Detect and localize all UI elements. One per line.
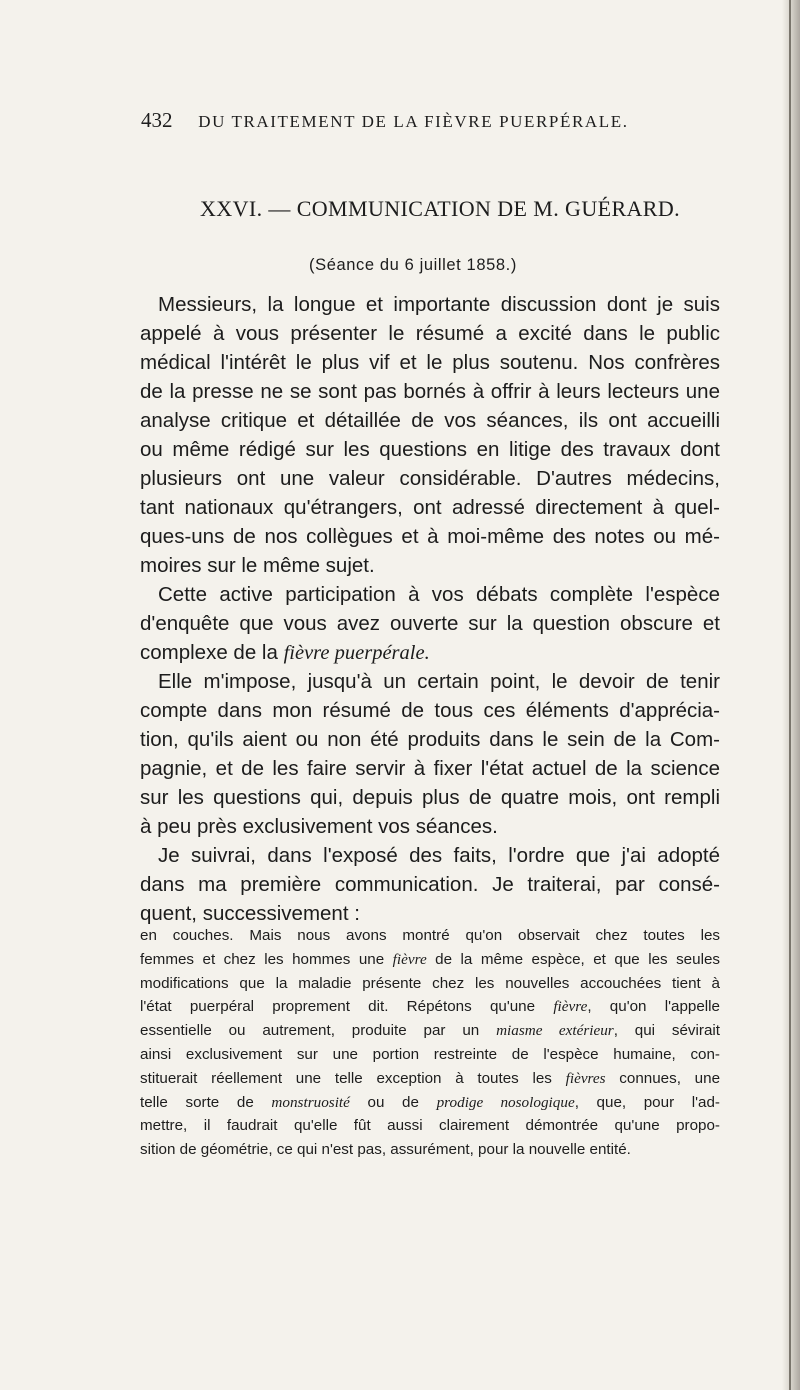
footnote-line — [140, 948, 720, 972]
page-number: 432 — [141, 108, 173, 132]
footnote-line — [140, 995, 720, 1019]
footnote-line — [140, 1019, 720, 1043]
text-run: telle sorte de — [140, 1093, 272, 1111]
body-line: plusieurs ont une valeur considérable. D'autres médecins, — [140, 467, 720, 490]
running-title: DU TRAITEMENT DE LA FIÈVRE PUERPÉRALE. — [198, 112, 629, 131]
italic-term: monstruosité — [271, 1093, 350, 1111]
body-line: pagnie, et de les faire servir à fixer l'état actuel de la science — [140, 757, 720, 780]
running-header — [141, 108, 701, 133]
footnote-line: mettre, il faudrait qu'elle fût aussi clairement démontrée qu'une propo- — [140, 1117, 720, 1135]
body-text-run: complexe de la — [140, 641, 284, 664]
body-line: analyse critique et détaillée de vos séances, ils ont accueilli — [140, 409, 720, 432]
footnote-line: ainsi exclusivement sur une portion restreinte de l'espèce humaine, con- — [140, 1045, 720, 1063]
footnote-text — [140, 924, 720, 1162]
body-line: Elle m'impose, jusqu'à un certain point, le devoir de tenir — [158, 670, 720, 693]
body-line: quent, successivement : — [140, 902, 360, 925]
page-edge-shadow — [782, 0, 800, 1390]
text-run: essentielle ou autrement, produite par un — [140, 1022, 497, 1040]
body-line: sur les questions qui, depuis plus de quatre mois, ont rempli — [140, 786, 720, 809]
body-line: à peu près exclusivement vos séances. — [140, 815, 498, 838]
text-run: ou de — [349, 1093, 437, 1111]
text-run: , qui sévirait — [613, 1022, 720, 1040]
italic-term: fièvre — [392, 950, 427, 968]
body-line — [140, 638, 720, 667]
body-line: Je suivrai, dans l'exposé des faits, l'ordre que j'ai adopté — [158, 844, 720, 867]
binding-edge — [789, 0, 791, 1390]
footnote-line — [140, 1067, 720, 1091]
body-text — [140, 290, 720, 928]
body-line: dans ma première communication. Je traiterai, par consé- — [140, 873, 720, 896]
body-line: Cette active participation à vos débats complète l'espèce — [158, 583, 720, 606]
text-run: femmes et chez les hommes une — [140, 950, 393, 968]
italic-term: miasme extérieur — [496, 1022, 614, 1040]
body-line: ou même rédigé sur les questions en litige des travaux dont — [140, 438, 720, 461]
body-line: d'enquête que vous avez ouverte sur la question obscure et — [140, 612, 720, 635]
section-title: XXVI. — COMMUNICATION DE M. GUÉRARD. — [200, 196, 681, 221]
text-run: stituerait réellement une telle exception à toutes les — [140, 1069, 566, 1087]
text-run: de la même espèce, et que les seules — [426, 950, 720, 968]
footnote-line — [140, 1091, 720, 1115]
footnote-line: modifications que la maladie présente chez les nouvelles accouchées tient à — [140, 974, 720, 992]
body-line: appelé à vous présenter le résumé a excité dans le public — [140, 322, 720, 345]
body-line: ques-uns de nos collègues et à moi-même des notes ou mé- — [140, 525, 720, 548]
body-line: compte dans mon résumé de tous ces éléments d'apprécia- — [140, 699, 720, 722]
body-line: tant nationaux qu'étrangers, ont adressé directement à quel- — [140, 496, 720, 519]
italic-term: fièvre — [553, 998, 588, 1016]
text-run: connues, une — [605, 1069, 721, 1087]
text-run: l'état puerpéral proprement dit. Répétons qu'une — [140, 998, 554, 1016]
section-subtitle: (Séance du 6 juillet 1858.) — [309, 256, 517, 274]
body-line: de la presse ne se sont pas bornés à offrir à leurs lecteurs une — [140, 380, 720, 403]
body-line: tion, qu'ils aient ou non été produits dans le sein de la Com- — [140, 728, 720, 751]
italic-term: prodige nosologique — [436, 1093, 575, 1111]
footnote-line: sition de géométrie, ce qui n'est pas, assurément, pour la nouvelle entité. — [140, 1141, 631, 1159]
footnote-line: en couches. Mais nous avons montré qu'on observait chez toutes les — [140, 927, 720, 944]
body-line: moires sur le même sujet. — [140, 554, 375, 577]
text-run: , qu'on l'appelle — [587, 998, 720, 1016]
body-line: Messieurs, la longue et importante discussion dont je suis — [158, 293, 720, 316]
italic-term: fièvre puerpérale. — [283, 642, 430, 664]
body-line: médical l'intérêt le plus vif et le plus soutenu. Nos confrères — [140, 351, 720, 374]
text-run: , que, pour l'ad- — [574, 1093, 720, 1111]
italic-term: fièvres — [565, 1069, 606, 1087]
